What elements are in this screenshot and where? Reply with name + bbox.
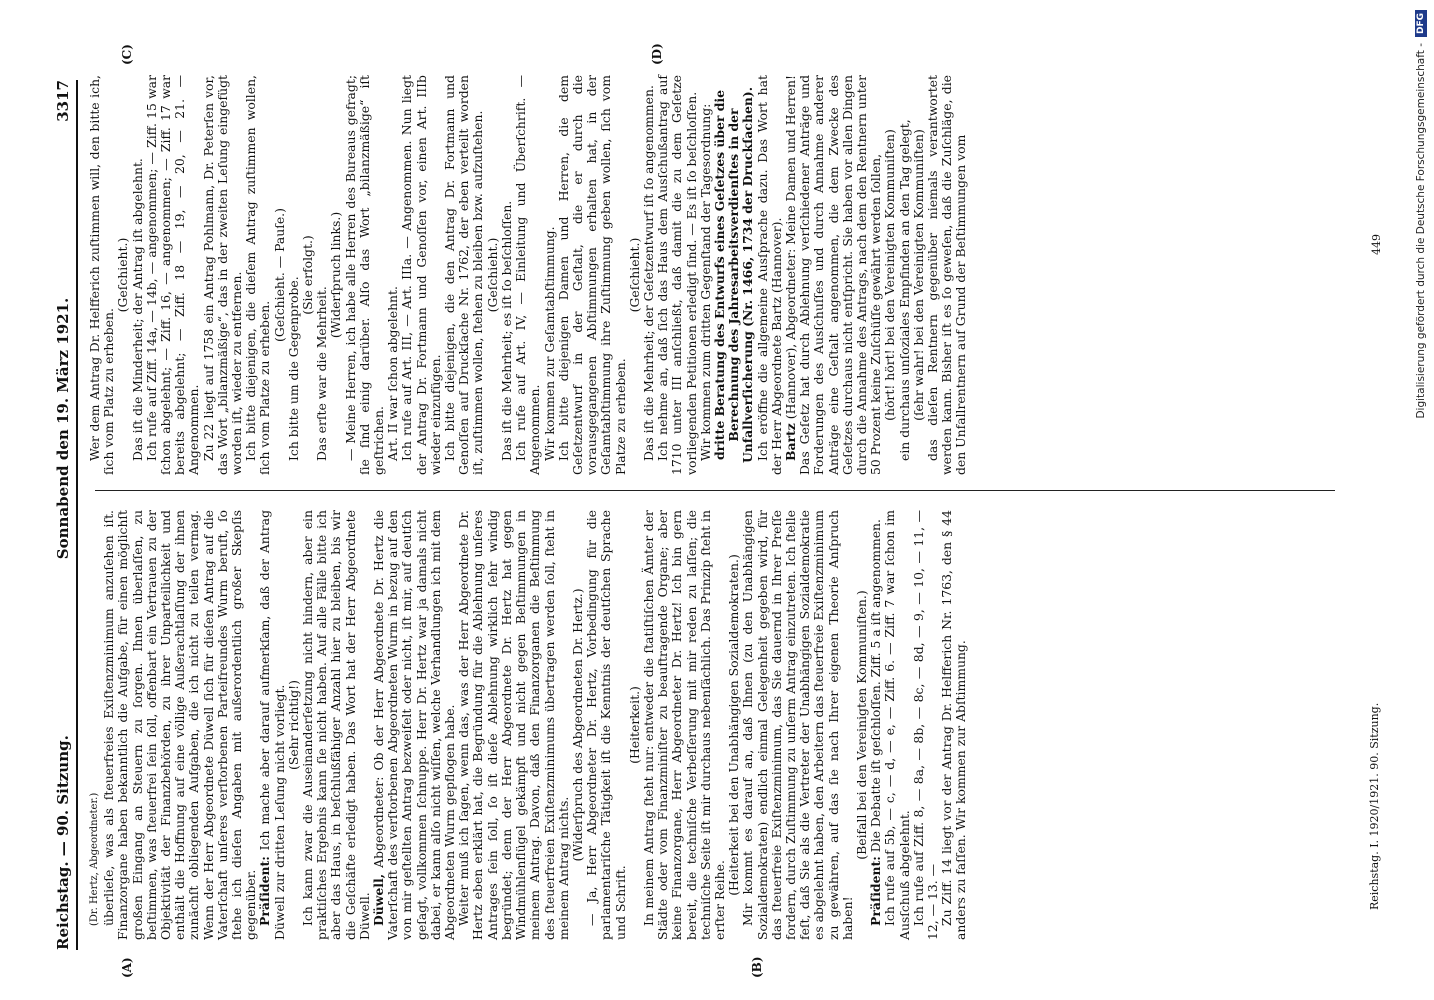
paragraph-text: (ſehr wahr! bei den Vereinigten Kommuniſten): [910, 129, 926, 421]
paragraph-text: (Geſchieht. — Pauſe.): [271, 208, 287, 342]
paragraph-text: Ich rufe auf Art. IV, — Einleitung und Überſchrift. — Angenommen.: [513, 75, 543, 475]
header-left: Reichstag. — 90. Sitzung.: [54, 735, 72, 950]
paragraph: [344, 75, 387, 475]
paragraph-text: — Meine Herren, ich habe alle Herren des Bureaus gefragt; ſie ſind einig darüber. Alſo das Wort „bilanzmäßige“ iſt geſtrichen.: [342, 75, 387, 475]
speaker-name: Präſident:: [868, 856, 884, 926]
paragraph: [585, 510, 628, 940]
digitization-sidebar: [1408, 0, 1434, 1000]
footer-note: Reichstag. I. 1920/1921. 90. Sitzung.: [1368, 702, 1381, 910]
paragraph-text: Ich rufe auf Art. III, — Art. IIIa. — Angenommen. Nun liegt der Antrag Dr. Fortmann und Genoſſen vor, einen Art. IIIb wieder einzufügen.: [399, 75, 443, 475]
paragraph-text: Ich bitte diejenigen, die dieſem Antrag zuſtimmen wollen, ſich vom Platze zu erheben.: [243, 75, 273, 475]
paragraph-text: Wir kommen zum dritten Gegenſtand der Tagesordnung:: [697, 103, 713, 461]
paragraph: [287, 510, 301, 940]
paragraph: [486, 75, 500, 475]
paragraph-text: (Geſchieht.): [484, 237, 500, 313]
paragraph-text: Wer dem Antrag Dr. Helfferich zuſtimmen will, den bitte ich, ſich vom Platz zu erheben.: [87, 75, 117, 475]
paragraph-text: Mir kommt es darauf an, daß Ihnen (zu den Unabhängigen Sozialdemokraten) endlich einmal Gelegenheit gegeben wird, für das ſteuerfreie Exiſtenzminimum, das Sie dauernd in Ihrer Preſſe fordern, durch Zuſtimmung zu unſerm Antrag einzutreten. Ich ſtelle feſt, daß Sie als die Vertreter der Unabhängigen Sozialdemokratie es abgelehnt haben, den Arbeitern das ſteuerfreie Exiſtenzminimum zu gewähren, auf das ſie nach Ihrer eigenen Theorie Anſpruch haben!: [740, 510, 855, 940]
paragraph-text: Ich bitte um die Gegenprobe.: [285, 276, 301, 461]
paragraph: [571, 510, 585, 940]
paragraph-text: dritte Beratung des Entwurfs eines Geſetzes über die Berechnung des Jahresarbeitsverdienſtes in der Unfallverſicherung (Nr. 1466, 1734 der Druckſachen).: [711, 86, 756, 464]
paragraph-text: (Geſchieht.): [626, 237, 642, 313]
paragraph: [244, 75, 272, 475]
margin-marker-d: (D): [650, 43, 664, 65]
paragraph-text: Art. II war ſchon abgelehnt.: [385, 286, 401, 461]
paragraph-text: Ich eröffne die allgemeine Ausſprache dazu. Das Wort hat der Herr Abgeordnete Bartz (Hannover).: [754, 75, 784, 475]
paragraph-text: Wir kommen zur Geſamtabſtimmung.: [541, 226, 557, 461]
paragraph: [301, 510, 372, 940]
paragraph-text: Das iſt die Mehrheit; es iſt ſo beſchloſſen.: [498, 200, 514, 461]
paragraph: [543, 75, 557, 475]
paragraph: [642, 75, 656, 475]
paragraph-text: das dieſen Rentnern gegenüber niemals verantwortet werden kann. Bisher iſt es ſo geweſen, daß die Zuſchläge, die den Unfallrentnern auf Grund der Beſtimmungen vom: [924, 75, 969, 475]
paragraph-text: (Hannover), Abgeordneter: Meine Damen und Herren! Das Geſetz hat durch Ablehnung verſchiedener Anträge und Forderungen des Ausſchuſſes und durch Annahme anderer Anträge eine Geſtalt angenommen, die dem Zwecke des Geſetzes durchaus nicht entſpricht. Sie haben vor allen Dingen durch die Annahme des Antrags, nach dem den Rentnern unter 50 Prozent keine Zuſchüſſe gewährt werden ſollen,: [782, 75, 884, 475]
right-column: [88, 75, 969, 475]
page-header: [50, 80, 78, 950]
paragraph: [727, 510, 741, 940]
paragraph: [145, 75, 202, 475]
paragraph: [443, 75, 486, 475]
paragraph: [642, 510, 727, 940]
paragraph-text: (Sie erfolgt.): [300, 235, 316, 315]
paragraph: [386, 75, 400, 475]
paragraph-text: Ich mache aber darauf aufmerkſam, daß der Antrag Düwell zur dritten Leſung nicht vorliegt.: [257, 510, 287, 940]
paragraph-text: (Heiterkeit.): [626, 686, 642, 764]
speaker-name: Düwell,: [371, 873, 387, 926]
paragraph-text: Das iſt die Mehrheit; der Geſetzentwurf iſt ſo angenommen.: [640, 85, 656, 461]
paragraph: [131, 75, 145, 475]
paragraph-text: Zu 22 liegt auf 1758 ein Antrag Pohlmann, Dr. Peterſen vor, das Wort „bilanzmäßige“, das in der zweiten Leſung eingefügt worden iſt, wieder zu entfernen.: [200, 75, 245, 475]
paragraph: [912, 510, 940, 940]
paragraph: [628, 510, 642, 940]
column-divider: [95, 490, 1335, 491]
paragraph: [258, 510, 286, 940]
paragraph: [898, 75, 912, 475]
speaker-name: Präſident:: [257, 856, 273, 926]
paragraph: [869, 510, 883, 940]
paragraph: [102, 510, 258, 940]
margin-marker-c: (C): [120, 44, 134, 65]
paragraph-text: Ich bitte diejenigen, die den Antrag Dr. Fortmann und Genoſſen auf Druckſache Nr. 1762, der eben verteilt worden iſt, zuſtimmen wollen, ſtehen zu bleiben bzw. aufzuſtehen.: [442, 75, 486, 475]
paragraph-text: Ich rufe auf Ziff. 8, — 8a, — 8b, — 8c, — 8d, — 9, — 10, — 11, — 12, — 13. —: [910, 510, 940, 940]
paragraph: [315, 75, 329, 475]
paragraph: [400, 75, 443, 475]
paragraph-text: Ich rufe auf 5b, — c, — d, — e, — Ziff. 6. — Ziff. 7 war ſchon im Ausſchuß abgelehnt.: [882, 510, 912, 940]
paragraph: [883, 510, 911, 940]
paragraph: [329, 75, 343, 475]
paragraph: [656, 75, 699, 475]
footer-page-number: 449: [1370, 234, 1383, 255]
paragraph-text: Die Debatte iſt geſchloſſen. Ziff. 5 a iſt angenommen.: [868, 519, 884, 857]
paragraph: [883, 75, 897, 475]
paragraph: [699, 75, 713, 475]
paragraph: [301, 75, 315, 475]
paragraph-text: (Geſchieht.): [115, 237, 131, 313]
paragraph: [202, 75, 245, 475]
paragraph-text: ein durchaus unſoziales Empfinden an den Tag gelegt,: [896, 119, 912, 461]
header-page-number: 3317: [54, 80, 72, 122]
paragraph-text: (Widerſpruch links.): [328, 211, 344, 339]
paragraph: [926, 75, 969, 475]
paragraph-text: Ich rufe auf Ziff. 14a, — 14b, — angenommen; — Ziff. 15 war ſchon abgelehnt; — Ziff. 16, — angenommen; — Ziff. 17 war bereits abgelehnt; — Ziff. 18 — 19, — 20, — 21. — Angenommen.: [143, 75, 202, 475]
paragraph: [713, 75, 756, 475]
paragraph-text: Ich kann zwar die Auseinanderſetzung nicht hindern, aber ein praktiſches Ergebnis kann ſie nicht haben. Auf alle Fälle bitte ich aber das Haus, in beſchlußfähiger Anzahl hier zu bleiben, bis wir die Geſchäfte erledigt haben. Das Wort hat der Herr Abgeordnete Düwell.: [300, 510, 372, 940]
paragraph-text: (hört! hört! bei den Vereinigten Kommuniſten): [882, 129, 898, 421]
paragraph: [116, 75, 130, 475]
paragraph-text: (Widerſpruch des Abgeordneten Dr. Hertz.): [569, 588, 585, 862]
paragraph: [557, 75, 628, 475]
paragraph-text: — Ja, Herr Abgeordneter Dr. Hertz, Vorbedingung für die parlamentariſche Tätigkeit iſt die Kenntnis der deutſchen Sprache und Schrift.: [584, 510, 628, 940]
paragraph-text: (Beifall bei den Vereinigten Kommuniſten.): [853, 590, 869, 860]
left-column: [88, 510, 969, 940]
paragraph: [457, 510, 571, 940]
paragraph: [912, 75, 926, 475]
paragraph-text: (Dr. Hertz, Abgeordneter.): [89, 792, 100, 926]
paragraph: [500, 75, 514, 475]
margin-marker-a: (A): [120, 957, 134, 978]
paragraph-text: Zu Ziff. 14 liegt vor der Antrag Dr. Helfferich Nr. 1763, den § 44 anders zu faſſen. Wir kommen zur Abſtimmung.: [939, 510, 969, 940]
paragraph: [741, 510, 855, 940]
paragraph-text: Das erſte war die Mehrheit.: [314, 286, 330, 461]
paragraph: [88, 75, 116, 475]
paragraph-text: Abgeordneter: Ob der Herr Abgeordnete Dr. Hertz die Vaterſchaft des verſtorbenen Abgeordneten Wurm in bezug auf den von mir geſtellten Antrag bezweifelt oder nicht, iſt mir, auf deutſch geſagt, vollkommen ſchnuppe. Herr Dr. Hertz war ja damals nicht dabei, er kann alſo nicht wiſſen, welche Verhandlungen ich mit dem Abgeordneten Wurm gepflogen habe.: [371, 510, 458, 940]
speaker-name: Bartz: [782, 423, 798, 461]
paragraph: [855, 510, 869, 940]
paragraph-text: Weiter muß ich ſagen, wenn das, was der Herr Abgeordnete Dr. Hertz eben erklärt hat, die Begründung für die Ablehnung unſeres Antrages ſein ſoll, ſo iſt dieſe Ablehnung wirklich ſehr windig begründet; denn der Herr Abgeordnete Dr. Hertz hat gegen Windmühlenflügel gekämpft und nicht gegen Beſtimmungen in meinem Antrag. Davon, daß den Finanzorganen die Beſtimmung des ſteuerfreien Exiſtenzminimums übertragen werden ſoll, ſteht in meinem Antrag nichts.: [456, 510, 571, 940]
dfg-credit-text: Digitalisierung gefördert durch die Deutsche Forschungsgemeinschaft -: [1415, 43, 1427, 419]
margin-marker-b: (B): [750, 956, 764, 978]
paragraph: [628, 75, 642, 475]
paragraph-text: Ich nehme an, daß ſich das Haus dem Ausſchußantrag auf 1710 unter III anſchließt, daß damit die zu dem Geſetze vorliegenden Petitionen erledigt ſind. — Es iſt ſo beſchloſſen.: [655, 75, 699, 475]
paragraph-text: überlieſe, was als ſteuerfreies Exiſtenzminimum anzuſehen iſt. Finanzorgane haben bekanntlich die Aufgabe, für einen möglichſt großen Eingang an Steuern zu ſorgen. Ihnen überlaſſen, zu beſtimmen, was ſteuerfrei ſein ſoll, offenbart ein Vertrauen zu der Objektivität der Finanzbehörden, zu ihrer Unparteilichkeit und enthält die Hoffnung auf eine völlige Außerachtlaſſung der ihnen zunächſt obliegenden Aufgaben, die ich nicht zu teilen vermag. Wenn der Herr Abgeordnete Düwell ſich für dieſen Antrag auf die Vaterſchaft unſeres verſtorbenen Parteifreundes Wurm beruft, ſo ſtehe ich dieſen Angaben mit außerordentlich großer Skepſis gegenüber.: [101, 510, 259, 940]
paragraph: [514, 75, 542, 475]
paragraph-text: Das iſt die Minderheit; der Antrag iſt abgelehnt.: [129, 158, 145, 461]
paragraph: [784, 75, 883, 475]
header-center: Sonnabend den 19. März 1921.: [54, 297, 72, 560]
paragraph: [273, 75, 287, 475]
paragraph: [940, 510, 968, 940]
paragraph: [756, 75, 784, 475]
paragraph-text: Ich bitte diejenigen Damen und Herren, die dem Geſetzentwurf in der Geſtalt, die er durch die vorausgegangenen Abſtimmungen erhalten hat, in der Geſamtabſtimmung ihre Zuſtimmung geben wollen, ſich vom Platze zu erheben.: [555, 75, 628, 475]
paragraph-text: (Heiterkeit bei den Unabhängigen Sozialdemokraten.): [726, 554, 742, 896]
dfg-logo: DFG: [1415, 10, 1427, 37]
paragraph: [88, 510, 102, 940]
paragraph: [287, 75, 301, 475]
paragraph-text: (Sehr richtig!): [285, 680, 301, 770]
paragraph-text: In meinem Antrag ſteht nur: entweder die ſtatiſtiſchen Ämter der Städte oder vom Finanzminiſter zu beauftragende Organe; aber keine Finanzorgane, Herr Abgeordneter Dr. Hertz! Ich bin gern bereit, die techniſche Verbeſſerung mit mir reden zu laſſen; die techniſche Seite iſt mir durchaus nebenſächlich. Das Prinzip ſteht in erſter Reihe.: [640, 510, 727, 940]
paragraph: [372, 510, 457, 940]
